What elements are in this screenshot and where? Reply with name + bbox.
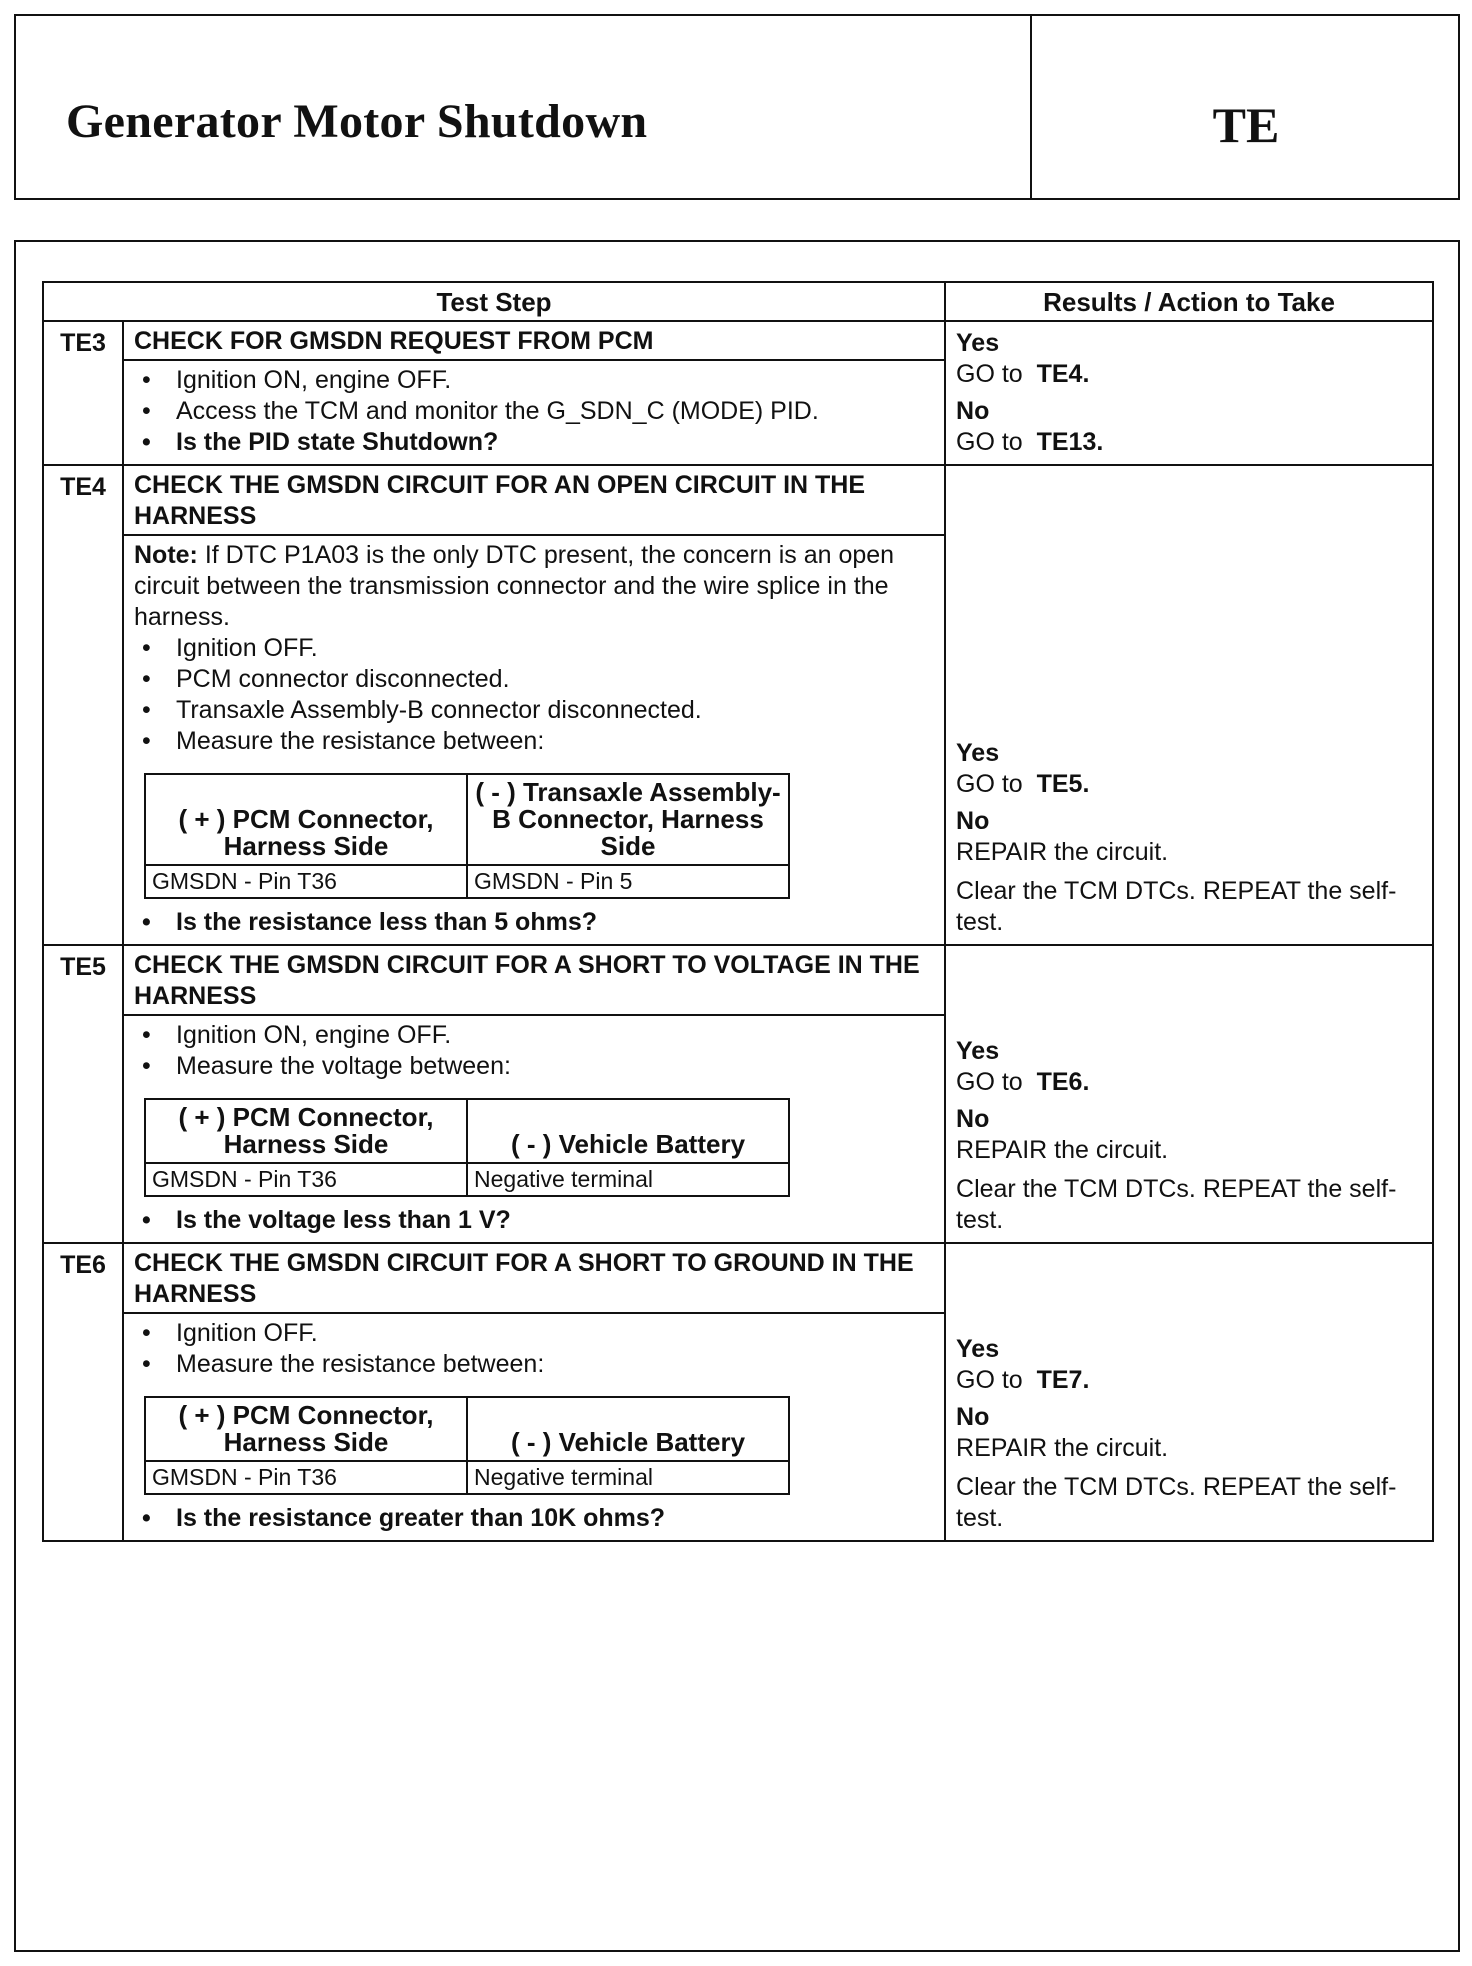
meas-val-positive: GMSDN - Pin T36	[145, 865, 467, 898]
yes-label: Yes	[956, 1335, 1000, 1363]
step-bullet: • Ignition OFF.	[134, 1318, 934, 1349]
page-title: Generator Motor Shutdown	[66, 95, 648, 148]
meas-val-negative: Negative terminal	[467, 1163, 789, 1196]
yes-action: GO to TE5.	[956, 770, 1090, 798]
no-label: No	[956, 1403, 990, 1431]
section-code: TE	[1212, 97, 1280, 153]
yes-label: Yes	[956, 329, 1000, 357]
meas-val-negative: Negative terminal	[467, 1461, 789, 1494]
meas-col-positive: ( + ) PCM Connector, Harness Side	[145, 1099, 467, 1163]
step-heading: CHECK FOR GMSDN REQUEST FROM PCM	[123, 321, 945, 360]
step-te6-heading-row	[43, 1243, 1433, 1313]
meas-val-positive: GMSDN - Pin T36	[145, 1461, 467, 1494]
step-question: • Is the resistance greater than 10K ohms?	[134, 1503, 934, 1534]
no-action: GO to TE13.	[956, 428, 1104, 456]
step-id: TE3	[43, 321, 123, 465]
step-bullet: • Measure the resistance between:	[134, 726, 934, 757]
step-te5-heading-row	[43, 945, 1433, 1015]
no-extra-action: Clear the TCM DTCs. REPEAT the self-test.	[956, 1473, 1397, 1532]
measurement-table	[144, 1396, 790, 1495]
no-action: REPAIR the circuit.	[956, 1136, 1169, 1164]
step-question: • Is the voltage less than 1 V?	[134, 1205, 934, 1236]
results-header: Results / Action to Take	[945, 282, 1433, 321]
measurement-table	[144, 773, 790, 899]
no-label: No	[956, 807, 990, 835]
step-bullet: • Transaxle Assembly-B connector disconnected.	[134, 695, 934, 726]
step-body	[123, 1015, 945, 1243]
meas-col-negative: ( - ) Vehicle Battery	[467, 1099, 789, 1163]
yes-label: Yes	[956, 739, 1000, 767]
step-bullet: • Ignition ON, engine OFF.	[134, 1020, 934, 1051]
step-bullet: • Measure the voltage between:	[134, 1051, 934, 1082]
step-id: TE6	[43, 1243, 123, 1541]
yes-label: Yes	[956, 1037, 1000, 1065]
step-heading: CHECK THE GMSDN CIRCUIT FOR A SHORT TO GROUND IN THE HARNESS	[123, 1243, 945, 1313]
no-action: REPAIR the circuit.	[956, 838, 1169, 866]
yes-action: GO to TE6.	[956, 1068, 1090, 1096]
step-bullet: • PCM connector disconnected.	[134, 664, 934, 695]
meas-col-negative: ( - ) Vehicle Battery	[467, 1397, 789, 1461]
meas-col-negative: ( - ) Transaxle Assembly-B Connector, Harness Side	[467, 774, 789, 865]
no-action: REPAIR the circuit.	[956, 1434, 1169, 1462]
step-question: • Is the PID state Shutdown?	[134, 427, 934, 458]
step-te6-results	[945, 1243, 1433, 1541]
step-id: TE4	[43, 465, 123, 945]
yes-action: GO to TE7.	[956, 1366, 1090, 1394]
step-bullet: • Measure the resistance between:	[134, 1349, 934, 1380]
step-bullet: • Ignition OFF.	[134, 633, 934, 664]
step-heading: CHECK THE GMSDN CIRCUIT FOR AN OPEN CIRCUIT IN THE HARNESS	[123, 465, 945, 535]
step-question: • Is the resistance less than 5 ohms?	[134, 907, 934, 938]
step-te3-heading-row	[43, 321, 1433, 360]
step-te4-heading-row	[43, 465, 1433, 535]
page-header	[14, 14, 1460, 200]
yes-action: GO to TE4.	[956, 360, 1090, 388]
step-te3-results	[945, 321, 1433, 465]
no-extra-action: Clear the TCM DTCs. REPEAT the self-test.	[956, 877, 1397, 936]
step-note: Note: If DTC P1A03 is the only DTC present, the concern is an open circuit between the transmission connector and the wire splice in the harness.	[134, 541, 895, 631]
step-body	[123, 535, 945, 945]
meas-col-positive: ( + ) PCM Connector, Harness Side	[145, 1397, 467, 1461]
test-step-table	[42, 281, 1434, 1542]
step-te4-results	[945, 465, 1433, 945]
meas-val-positive: GMSDN - Pin T36	[145, 1163, 467, 1196]
step-id: TE5	[43, 945, 123, 1243]
no-label: No	[956, 397, 990, 425]
step-body	[123, 360, 945, 465]
measurement-table	[144, 1098, 790, 1197]
meas-val-negative: GMSDN - Pin 5	[467, 865, 789, 898]
no-label: No	[956, 1105, 990, 1133]
step-bullet: • Access the TCM and monitor the G_SDN_C (MODE) PID.	[134, 396, 934, 427]
test-step-header: Test Step	[43, 282, 945, 321]
meas-col-positive: ( + ) PCM Connector, Harness Side	[145, 774, 467, 865]
step-te5-results	[945, 945, 1433, 1243]
no-extra-action: Clear the TCM DTCs. REPEAT the self-test.	[956, 1175, 1397, 1234]
table-header-row	[43, 282, 1433, 321]
step-heading: CHECK THE GMSDN CIRCUIT FOR A SHORT TO VOLTAGE IN THE HARNESS	[123, 945, 945, 1015]
step-bullet: • Ignition ON, engine OFF.	[134, 365, 934, 396]
step-body	[123, 1313, 945, 1541]
